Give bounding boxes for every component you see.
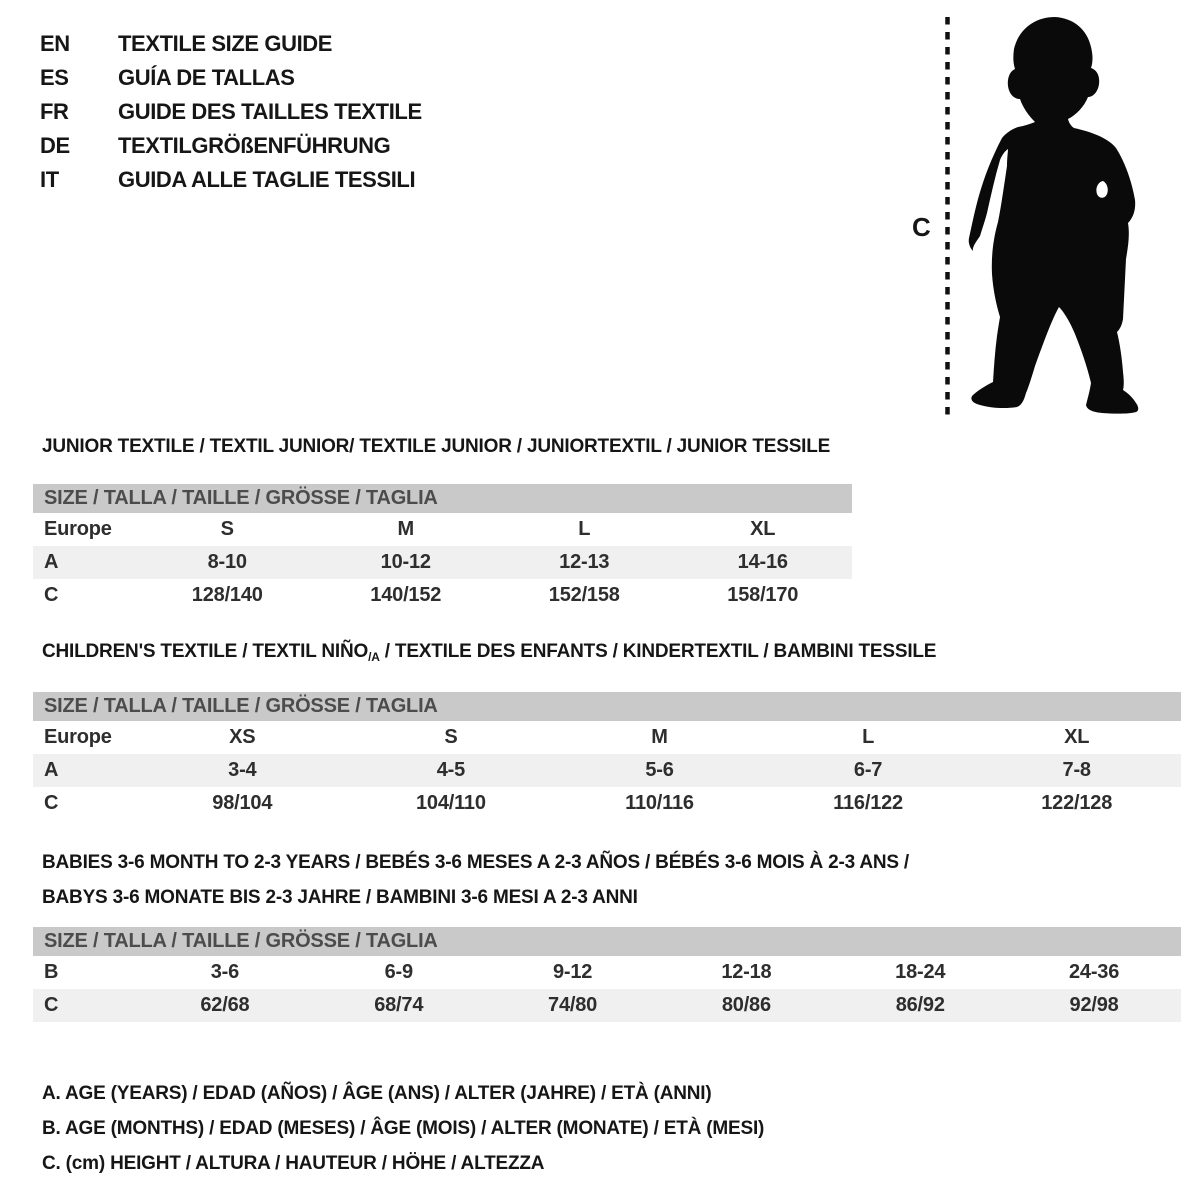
junior-cell-a-1: 10-12 — [317, 546, 496, 579]
babies-section-title — [42, 845, 909, 915]
babies-cell-c-0: 62/68 — [138, 989, 312, 1022]
children-cell-europe-3: L — [862, 726, 875, 748]
babies-cell-c-3: 80/86 — [659, 989, 833, 1022]
legend-line-a: A. AGE (YEARS) / EDAD (AÑOS) / ÂGE (ANS) / ALTER (JAHRE) / ETÀ (ANNI) — [42, 1083, 712, 1104]
junior-table-header-row — [33, 484, 852, 513]
row-label: C — [33, 989, 138, 1022]
babies-cell-b-0: 3-6 — [210, 961, 240, 983]
lang-row-en — [40, 27, 422, 61]
legend-line-b: B. AGE (MONTHS) / EDAD (MESES) / ÂGE (MOIS) / ALTER (MONATE) / ETÀ (MESI) — [42, 1118, 765, 1139]
toddler-silhouette — [960, 14, 1150, 414]
babies-row-b — [33, 956, 1181, 989]
babies-title-line1: BABIES 3-6 MONTH TO 2-3 YEARS / BEBÉS 3-6 MESES A 2-3 AÑOS / BÉBÉS 3-6 MOIS À 2-3 ANS / — [42, 852, 910, 873]
row-label: Europe — [44, 726, 112, 748]
lang-title: TEXTILE SIZE GUIDE — [118, 31, 333, 56]
babies-cell-c-5: 92/98 — [1007, 989, 1181, 1022]
babies-cell-b-5: 24-36 — [1068, 961, 1120, 983]
babies-title-line2: BABYS 3-6 MONATE BIS 2-3 JAHRE / BAMBINI 3-6 MESI A 2-3 ANNI — [42, 887, 638, 908]
lang-row-de — [40, 129, 422, 163]
junior-row-a — [33, 546, 852, 579]
children-table-header-row — [33, 692, 1181, 721]
children-cell-a-2: 5-6 — [555, 754, 764, 787]
lang-title: GUÍA DE TALLAS — [118, 65, 295, 90]
row-label: C — [44, 584, 59, 606]
lang-code: ES — [40, 65, 69, 90]
lang-row-fr — [40, 95, 422, 129]
babies-size-table — [33, 927, 1181, 1022]
children-cell-c-0: 98/104 — [212, 792, 273, 814]
junior-cell-c-1: 140/152 — [370, 584, 442, 606]
children-cell-c-4: 122/128 — [1041, 792, 1113, 814]
row-label: B — [44, 961, 59, 983]
language-title-list — [40, 27, 422, 197]
babies-cell-b-4: 18-24 — [895, 961, 946, 983]
babies-cell-c-1: 68/74 — [312, 989, 486, 1022]
junior-cell-c-0: 128/140 — [191, 584, 263, 606]
babies-cell-b-1: 6-9 — [384, 961, 413, 983]
children-title-sub: /A — [368, 650, 380, 664]
lang-row-es — [40, 61, 422, 95]
children-cell-a-0: 3-4 — [138, 754, 347, 787]
height-measure-figure — [880, 0, 1180, 430]
children-cell-europe-0: XS — [229, 726, 256, 748]
measure-c-label: C — [912, 212, 931, 242]
legend-line-c: C. (cm) HEIGHT / ALTURA / HAUTEUR / HÖHE / ALTEZZA — [42, 1153, 545, 1174]
row-label: Europe — [44, 518, 112, 540]
lang-title: GUIDE DES TAILLES TEXTILE — [118, 99, 422, 124]
row-label: A — [33, 754, 138, 787]
junior-cell-c-2: 152/158 — [548, 584, 620, 606]
children-title-part2: / TEXTILE DES ENFANTS / KINDERTEXTIL / BAMBINI TESSILE — [379, 641, 937, 662]
junior-cell-c-3: 158/170 — [727, 584, 799, 606]
children-section-title — [42, 641, 936, 664]
size-table-header: SIZE / TALLA / TAILLE / GRÖSSE / TAGLIA — [33, 692, 1181, 721]
junior-cell-a-0: 8-10 — [138, 546, 317, 579]
babies-cell-c-4: 86/92 — [833, 989, 1007, 1022]
children-cell-a-3: 6-7 — [764, 754, 973, 787]
measure-legend — [42, 1076, 764, 1181]
lang-code: EN — [40, 31, 70, 56]
children-cell-c-2: 110/116 — [625, 792, 694, 814]
row-label: C — [44, 792, 59, 814]
dashed-measure-line — [944, 17, 952, 419]
babies-cell-b-2: 9-12 — [552, 961, 593, 983]
children-row-c — [33, 787, 1181, 820]
junior-cell-europe-1: M — [397, 518, 414, 540]
junior-cell-a-3: 14-16 — [674, 546, 853, 579]
children-cell-c-3: 116/122 — [833, 792, 903, 814]
children-row-europe — [33, 721, 1181, 754]
lang-code: IT — [40, 167, 59, 192]
babies-row-c — [33, 989, 1181, 1022]
junior-row-c — [33, 579, 852, 612]
babies-cell-b-3: 12-18 — [721, 961, 772, 983]
babies-table-header-row — [33, 927, 1181, 956]
junior-section-title: JUNIOR TEXTILE / TEXTIL JUNIOR/ TEXTILE JUNIOR / JUNIORTEXTIL / JUNIOR TESSILE — [42, 436, 831, 457]
babies-cell-c-2: 74/80 — [486, 989, 660, 1022]
junior-cell-europe-2: L — [578, 518, 591, 540]
junior-cell-a-2: 12-13 — [495, 546, 674, 579]
lang-title: TEXTILGRÖßENFÜHRUNG — [118, 133, 391, 158]
children-title-part1: CHILDREN'S TEXTILE / TEXTIL NIÑO — [42, 641, 369, 662]
children-cell-europe-4: XL — [1064, 726, 1090, 748]
children-cell-c-1: 104/110 — [415, 792, 486, 814]
row-label: A — [33, 546, 138, 579]
lang-code: DE — [40, 133, 70, 158]
children-cell-a-1: 4-5 — [347, 754, 556, 787]
lang-code: FR — [40, 99, 69, 124]
children-cell-europe-2: M — [651, 726, 668, 748]
children-size-table — [33, 692, 1181, 820]
junior-size-table — [33, 484, 852, 612]
size-table-header: SIZE / TALLA / TAILLE / GRÖSSE / TAGLIA — [33, 484, 852, 513]
junior-cell-europe-0: S — [220, 518, 234, 540]
size-table-header: SIZE / TALLA / TAILLE / GRÖSSE / TAGLIA — [33, 927, 1181, 956]
junior-cell-europe-3: XL — [750, 518, 776, 540]
lang-title: GUIDA ALLE TAGLIE TESSILI — [118, 167, 416, 192]
children-row-a — [33, 754, 1181, 787]
children-cell-a-4: 7-8 — [972, 754, 1181, 787]
lang-row-it — [40, 163, 422, 197]
junior-row-europe — [33, 513, 852, 546]
children-cell-europe-1: S — [444, 726, 458, 748]
